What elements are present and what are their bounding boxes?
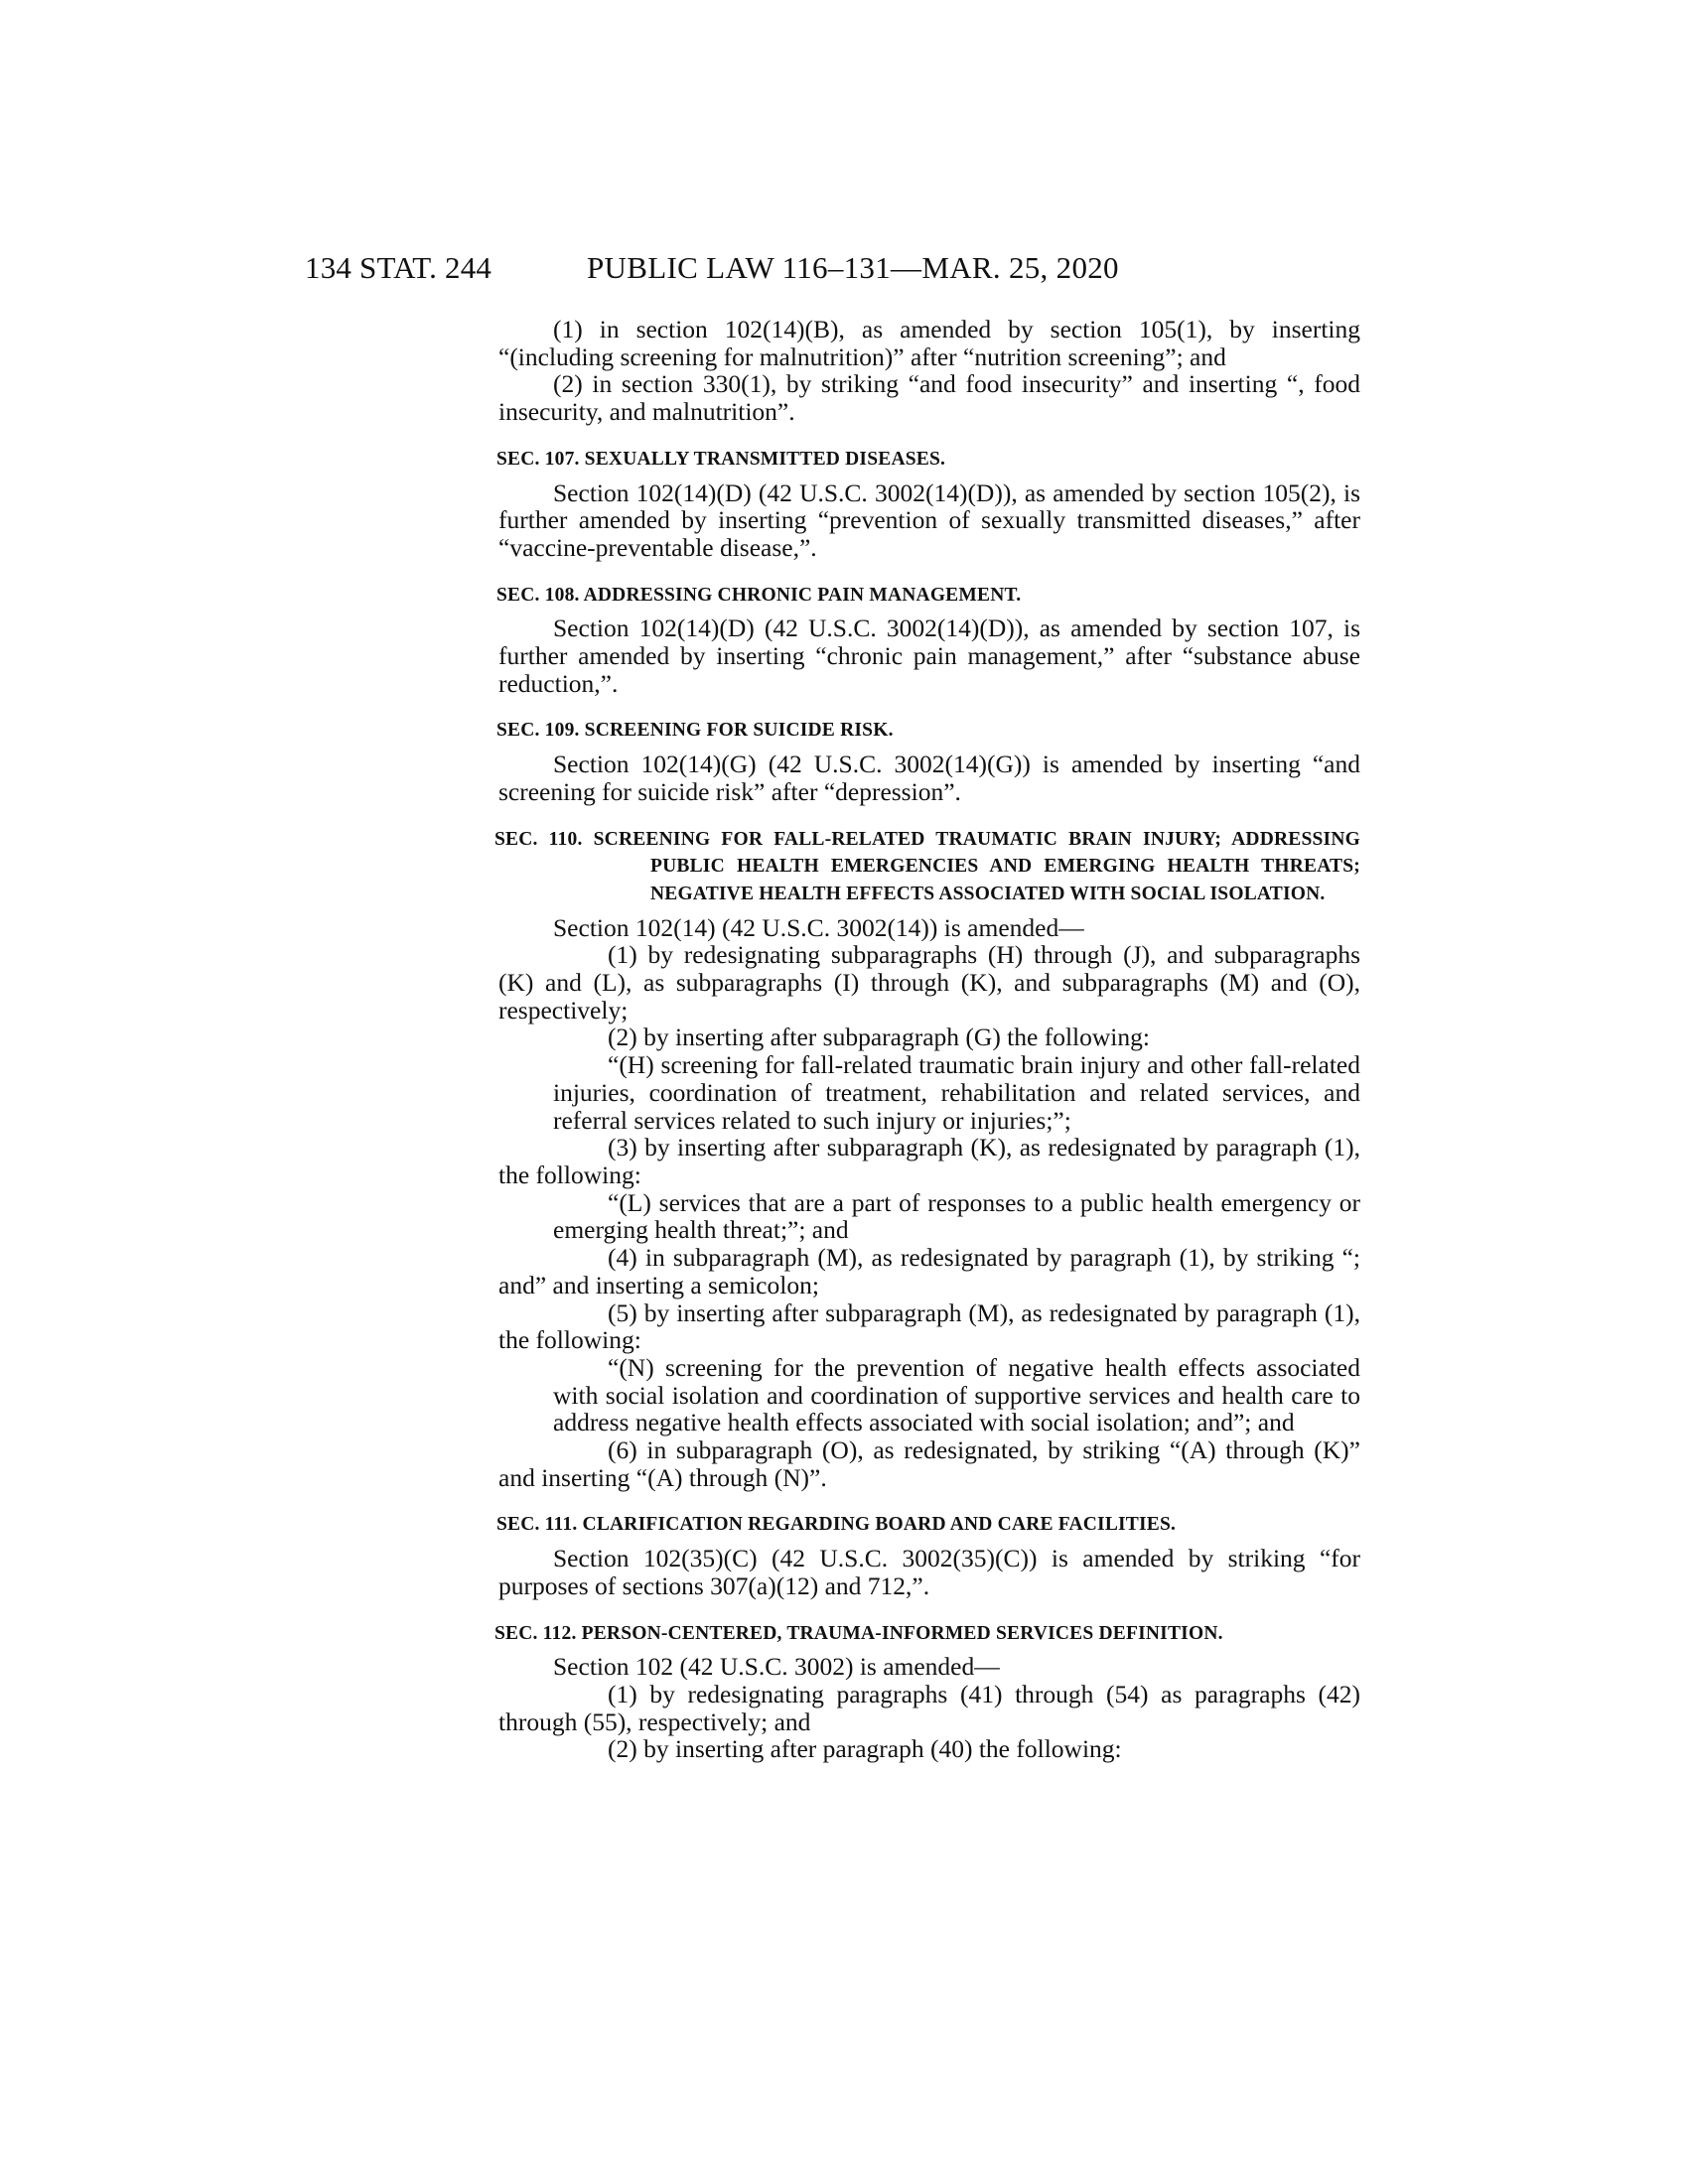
paragraph: (1) by redesignating subparagraphs (H) through (J), and subparagraphs (K) and (L), as subparagraphs (I) through (K), and subparagraphs (M) and (O), respectively; bbox=[498, 940, 1360, 1024]
section-heading: SEC. 109. SCREENING FOR SUICIDE RISK. bbox=[496, 720, 894, 742]
section-heading: SEC. 108. ADDRESSING CHRONIC PAIN MANAGEMENT. bbox=[496, 584, 1022, 606]
paragraph: Section 102(14)(D) (42 U.S.C. 3002(14)(D)), as amended by section 105(2), is further amended by inserting “prevention of sexually transmitted diseases,” after “vaccine-preventable disease,”. bbox=[498, 478, 1360, 562]
paragraph: Section 102 (42 U.S.C. 3002) is amended— bbox=[553, 1652, 1000, 1682]
quoted-paragraph: “(N) screening for the prevention of negative health effects associated with social isolation and coordination of supportive services and health care to address negative health effects associated with social isolation; and”; and bbox=[553, 1352, 1360, 1437]
paragraph: (2) by inserting after paragraph (40) the following: bbox=[608, 1734, 1122, 1764]
paragraph: (5) by inserting after subparagraph (M), as redesignated by paragraph (1), the following: bbox=[498, 1297, 1360, 1355]
paragraph: (1) by redesignating paragraphs (41) through (54) as paragraphs (42) through (55), respectively; and bbox=[498, 1679, 1360, 1736]
section-heading: SEC. 111. CLARIFICATION REGARDING BOARD AND CARE FACILITIES. bbox=[496, 1514, 1177, 1536]
paragraph: (2) by inserting after subparagraph (G) the following: bbox=[608, 1023, 1150, 1052]
section-heading: SEC. 110. SCREENING FOR FALL-RELATED TRAUMATIC BRAIN INJURY; ADDRESSING PUBLIC HEALTH EMERGENCIES AND EMERGING HEALTH THREATS; NEGATIVE HEALTH EFFECTS ASSOCIATED WITH SOCIAL ISOLATION. bbox=[494, 828, 1360, 904]
paragraph: Section 102(14) (42 U.S.C. 3002(14)) is amended— bbox=[553, 912, 1084, 942]
statute-page-reference: 134 STAT. 244 bbox=[305, 250, 492, 285]
paragraph: (6) in subparagraph (O), as redesignated, by striking “(A) through (K)” and inserting “(A) through (N)”. bbox=[498, 1435, 1360, 1492]
paragraph: (1) in section 102(14)(B), as amended by section 105(1), by inserting “(including screening for malnutrition)” after “nutrition screening”; and bbox=[498, 315, 1360, 371]
paragraph: (2) in section 330(1), by striking “and food insecurity” and inserting “, food insecurity, and malnutrition”. bbox=[498, 369, 1360, 427]
paragraph: (4) in subparagraph (M), as redesignated by paragraph (1), by striking “; and” and inserting a semicolon; bbox=[498, 1243, 1360, 1299]
page-header bbox=[0, 250, 1688, 290]
section-heading: SEC. 112. PERSON-CENTERED, TRAUMA-INFORMED SERVICES DEFINITION. bbox=[494, 1622, 1223, 1644]
section-heading: SEC. 107. SEXUALLY TRANSMITTED DISEASES. bbox=[496, 448, 946, 470]
quoted-paragraph: “(L) services that are a part of responses to a public health emergency or emerging health threat;”; and bbox=[553, 1187, 1360, 1245]
paragraph: (3) by inserting after subparagraph (K), as redesignated by paragraph (1), the following: bbox=[498, 1133, 1360, 1189]
paragraph: Section 102(35)(C) (42 U.S.C. 3002(35)(C)) is amended by striking “for purposes of sections 307(a)(12) and 712,”. bbox=[498, 1544, 1360, 1600]
running-title: PUBLIC LAW 116–131—MAR. 25, 2020 bbox=[587, 250, 1119, 285]
quoted-paragraph: “(H) screening for fall-related traumatic brain injury and other fall-related injuries, coordination of treatment, rehabilitation and related services, and referral services related to such injury or injuries;”; bbox=[553, 1050, 1360, 1135]
paragraph: Section 102(14)(D) (42 U.S.C. 3002(14)(D)), as amended by section 107, is further amended by inserting “chronic pain management,” after “substance abuse reduction,”. bbox=[498, 614, 1360, 698]
document-body bbox=[494, 315, 1360, 1764]
paragraph: Section 102(14)(G) (42 U.S.C. 3002(14)(G)) is amended by inserting “and screening for suicide risk” after “depression”. bbox=[498, 750, 1360, 806]
